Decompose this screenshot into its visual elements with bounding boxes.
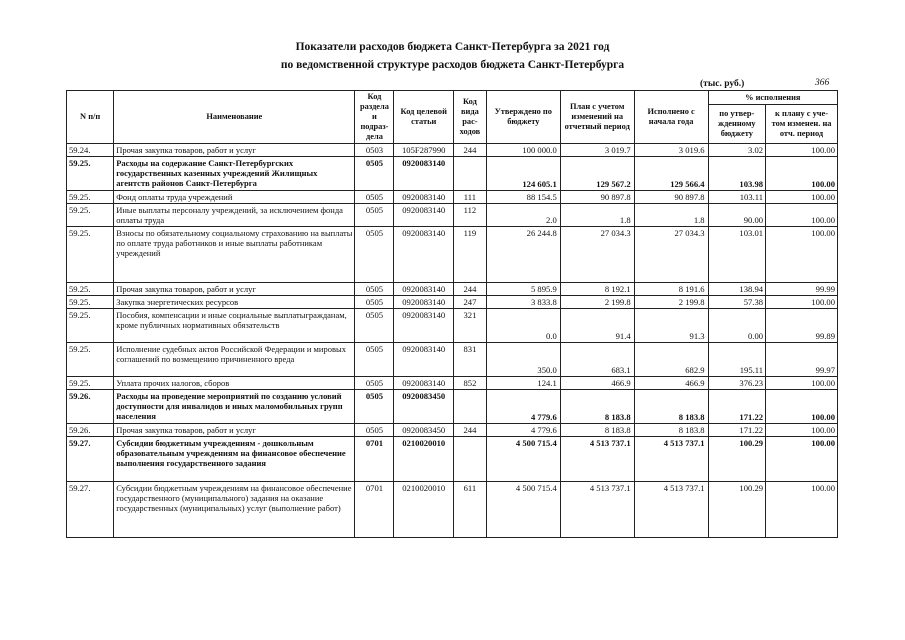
row-plan: 90 897.8: [560, 191, 634, 204]
row-number: 59.27.: [67, 437, 114, 482]
row-statya-code: 0920083140: [394, 283, 454, 296]
row-name: Прочая закупка товаров, работ и услуг: [114, 144, 355, 157]
row-pct-approved: 90.00: [708, 204, 765, 227]
row-vid-code: [454, 157, 487, 191]
row-pct-approved: 100.29: [708, 482, 765, 538]
row-name: Прочая закупка товаров, работ и услуг: [114, 283, 355, 296]
row-pct-plan: 100.00: [766, 390, 838, 424]
row-pct-plan: 100.00: [766, 296, 838, 309]
row-approved: 350.0: [486, 343, 560, 377]
row-approved: 4 779.6: [486, 424, 560, 437]
row-name: Иные выплаты персоналу учреждений, за исключением фонда оплаты труда: [114, 204, 355, 227]
table-row: [67, 309, 838, 343]
row-razdel-code: 0505: [355, 424, 394, 437]
header-pct-group: % исполнения: [708, 91, 837, 105]
row-plan: 4 513 737.1: [560, 482, 634, 538]
row-executed: 2 199.8: [634, 296, 708, 309]
row-executed: 8 183.8: [634, 390, 708, 424]
row-statya-code: 0920083140: [394, 191, 454, 204]
row-statya-code: 0920083140: [394, 377, 454, 390]
row-approved: 124 605.1: [486, 157, 560, 191]
report-title-line-2: по ведомственной структуре расходов бюджета Санкт-Петербурга: [280, 59, 625, 71]
row-number: 59.26.: [67, 390, 114, 424]
header-statya: Код целевой статьи: [394, 91, 454, 144]
row-pct-approved: 171.22: [708, 424, 765, 437]
row-razdel-code: 0505: [355, 191, 394, 204]
row-name: Субсидии бюджетным учреждениям - дошкольным образовательным учреждениям на финансовое обеспечение выполнения государственного задания: [114, 437, 355, 482]
row-number: 59.27.: [67, 482, 114, 538]
row-name: Субсидии бюджетным учреждениям на финансовое обеспечение государственного (муниципального) задания на оказание государственных (муниципальных) услуг (выполнение работ): [114, 482, 355, 538]
row-pct-plan: 100.00: [766, 157, 838, 191]
table-row: [67, 377, 838, 390]
row-executed: 8 191.6: [634, 283, 708, 296]
row-approved: 3 833.8: [486, 296, 560, 309]
table-row: [67, 424, 838, 437]
row-vid-code: 244: [454, 424, 487, 437]
row-number: 59.26.: [67, 424, 114, 437]
row-executed: 4 513 737.1: [634, 437, 708, 482]
row-approved: 5 895.9: [486, 283, 560, 296]
row-approved: 124.1: [486, 377, 560, 390]
row-executed: 4 513 737.1: [634, 482, 708, 538]
row-executed: 27 034.3: [634, 227, 708, 283]
row-pct-approved: 0.00: [708, 309, 765, 343]
row-statya-code: 0920083140: [394, 157, 454, 191]
row-statya-code: 0920083140: [394, 204, 454, 227]
header-vid: Код вида рас- ходов: [454, 91, 487, 144]
row-razdel-code: 0505: [355, 157, 394, 191]
row-statya-code: 0920083140: [394, 227, 454, 283]
row-pct-plan: 100.00: [766, 377, 838, 390]
row-plan: 2 199.8: [560, 296, 634, 309]
row-approved: 4 500 715.4: [486, 482, 560, 538]
row-vid-code: 119: [454, 227, 487, 283]
row-number: 59.25.: [67, 157, 114, 191]
row-statya-code: 0920083140: [394, 296, 454, 309]
row-approved: 4 500 715.4: [486, 437, 560, 482]
row-executed: 91.3: [634, 309, 708, 343]
row-plan: 8 183.8: [560, 390, 634, 424]
row-number: 59.25.: [67, 296, 114, 309]
row-plan: 27 034.3: [560, 227, 634, 283]
row-pct-plan: 100.00: [766, 482, 838, 538]
header-executed: Исполнено с начала года: [634, 91, 708, 144]
row-pct-plan: 100.00: [766, 144, 838, 157]
units-label: (тыс. руб.): [700, 79, 745, 89]
row-name: Исполнение судебных актов Российской Федерации и мировых соглашений по возмещению причиненного вреда: [114, 343, 355, 377]
row-executed: 90 897.8: [634, 191, 708, 204]
table-row: [67, 204, 838, 227]
row-razdel-code: 0505: [355, 296, 394, 309]
row-statya-code: 105F287990: [394, 144, 454, 157]
row-number: 59.25.: [67, 309, 114, 343]
row-pct-approved: 103.01: [708, 227, 765, 283]
row-razdel-code: 0505: [355, 390, 394, 424]
table-row: [67, 283, 838, 296]
report-title-line-1: Показатели расходов бюджета Санкт-Петербурга за 2021 год: [295, 41, 610, 53]
row-vid-code: 831: [454, 343, 487, 377]
table-body: [67, 144, 838, 538]
row-razdel-code: 0505: [355, 343, 394, 377]
table-row: [67, 157, 838, 191]
row-pct-plan: 100.00: [766, 191, 838, 204]
row-pct-approved: 103.11: [708, 191, 765, 204]
table-row: [67, 482, 838, 538]
row-statya-code: 0210020010: [394, 482, 454, 538]
row-razdel-code: 0505: [355, 204, 394, 227]
row-number: 59.25.: [67, 377, 114, 390]
row-number: 59.25.: [67, 283, 114, 296]
row-pct-approved: 57.38: [708, 296, 765, 309]
row-razdel-code: 0503: [355, 144, 394, 157]
row-statya-code: 0920083140: [394, 309, 454, 343]
row-vid-code: 244: [454, 283, 487, 296]
row-pct-plan: 100.00: [766, 424, 838, 437]
page-number: 366: [815, 78, 830, 88]
row-name: Взносы по обязательному социальному страхованию на выплаты по оплате труда работников и иные выплаты работникам учреждений: [114, 227, 355, 283]
row-vid-code: 112: [454, 204, 487, 227]
row-name: Пособия, компенсации и иные социальные выплатыгражданам, кроме публичных нормативных обязательств: [114, 309, 355, 343]
row-number: 59.25.: [67, 343, 114, 377]
row-statya-code: 0210020010: [394, 437, 454, 482]
row-name: Уплата прочих налогов, сборов: [114, 377, 355, 390]
row-approved: 26 244.8: [486, 227, 560, 283]
header-approved: Утверждено по бюджету: [486, 91, 560, 144]
table-row: [67, 144, 838, 157]
row-plan: 8 192.1: [560, 283, 634, 296]
row-pct-plan: 100.00: [766, 437, 838, 482]
row-razdel-code: 0505: [355, 377, 394, 390]
row-executed: 3 019.6: [634, 144, 708, 157]
row-approved: 88 154.5: [486, 191, 560, 204]
row-plan: 129 567.2: [560, 157, 634, 191]
row-vid-code: [454, 437, 487, 482]
row-plan: 91.4: [560, 309, 634, 343]
row-vid-code: 244: [454, 144, 487, 157]
table-row: [67, 227, 838, 283]
row-executed: 129 566.4: [634, 157, 708, 191]
row-name: Фонд оплаты труда учреждений: [114, 191, 355, 204]
row-number: 59.25.: [67, 191, 114, 204]
row-pct-approved: 376.23: [708, 377, 765, 390]
row-pct-plan: 100.00: [766, 204, 838, 227]
row-pct-approved: 3.02: [708, 144, 765, 157]
row-pct-plan: 99.97: [766, 343, 838, 377]
row-number: 59.25.: [67, 227, 114, 283]
row-plan: 1.8: [560, 204, 634, 227]
row-number: 59.25.: [67, 204, 114, 227]
row-razdel-code: 0505: [355, 283, 394, 296]
row-pct-approved: 195.11: [708, 343, 765, 377]
header-name: Наименование: [114, 91, 355, 144]
row-statya-code: 0920083140: [394, 343, 454, 377]
expenses-table: [66, 90, 838, 538]
row-pct-approved: 103.98: [708, 157, 765, 191]
row-razdel-code: 0701: [355, 482, 394, 538]
row-pct-approved: 138.94: [708, 283, 765, 296]
row-executed: 1.8: [634, 204, 708, 227]
row-name: Прочая закупка товаров, работ и услуг: [114, 424, 355, 437]
header-pct-plan: к плану с уче- том изменен. на отч. период: [766, 105, 838, 144]
row-name: Закупка энергетических ресурсов: [114, 296, 355, 309]
row-razdel-code: 0505: [355, 227, 394, 283]
row-vid-code: 111: [454, 191, 487, 204]
row-approved: 0.0: [486, 309, 560, 343]
row-name: Расходы на проведение мероприятий по созданию условий доступности для инвалидов и иных маломобильных групп населения: [114, 390, 355, 424]
row-vid-code: 247: [454, 296, 487, 309]
row-vid-code: 852: [454, 377, 487, 390]
row-statya-code: 0920083450: [394, 424, 454, 437]
row-plan: 8 183.8: [560, 424, 634, 437]
table-row: [67, 390, 838, 424]
header-plan: План с учетом изменений на отчетный период: [560, 91, 634, 144]
row-executed: 682.9: [634, 343, 708, 377]
row-pct-approved: 171.22: [708, 390, 765, 424]
row-approved: 4 779.6: [486, 390, 560, 424]
row-executed: 466.9: [634, 377, 708, 390]
row-executed: 8 183.8: [634, 424, 708, 437]
row-plan: 4 513 737.1: [560, 437, 634, 482]
row-vid-code: 321: [454, 309, 487, 343]
row-approved: 100 000.0: [486, 144, 560, 157]
table-row: [67, 437, 838, 482]
row-statya-code: 0920083450: [394, 390, 454, 424]
row-plan: 466.9: [560, 377, 634, 390]
table-row: [67, 343, 838, 377]
row-pct-plan: 99.99: [766, 283, 838, 296]
row-name: Расходы на содержание Санкт-Петербургских государственных казенных учреждений Жилищных агентств районов Санкт-Петербурга: [114, 157, 355, 191]
table-row: [67, 296, 838, 309]
row-plan: 683.1: [560, 343, 634, 377]
row-razdel-code: 0701: [355, 437, 394, 482]
row-vid-code: 611: [454, 482, 487, 538]
row-pct-plan: 99.89: [766, 309, 838, 343]
header-np: N п/п: [67, 91, 114, 144]
row-number: 59.24.: [67, 144, 114, 157]
table-row: [67, 191, 838, 204]
row-approved: 2.0: [486, 204, 560, 227]
header-pct-approved: по утвер- жденному бюджету: [708, 105, 765, 144]
row-vid-code: [454, 390, 487, 424]
row-pct-plan: 100.00: [766, 227, 838, 283]
row-pct-approved: 100.29: [708, 437, 765, 482]
header-razdel: Код раздела и подраз- дела: [355, 91, 394, 144]
row-plan: 3 019.7: [560, 144, 634, 157]
row-razdel-code: 0505: [355, 309, 394, 343]
